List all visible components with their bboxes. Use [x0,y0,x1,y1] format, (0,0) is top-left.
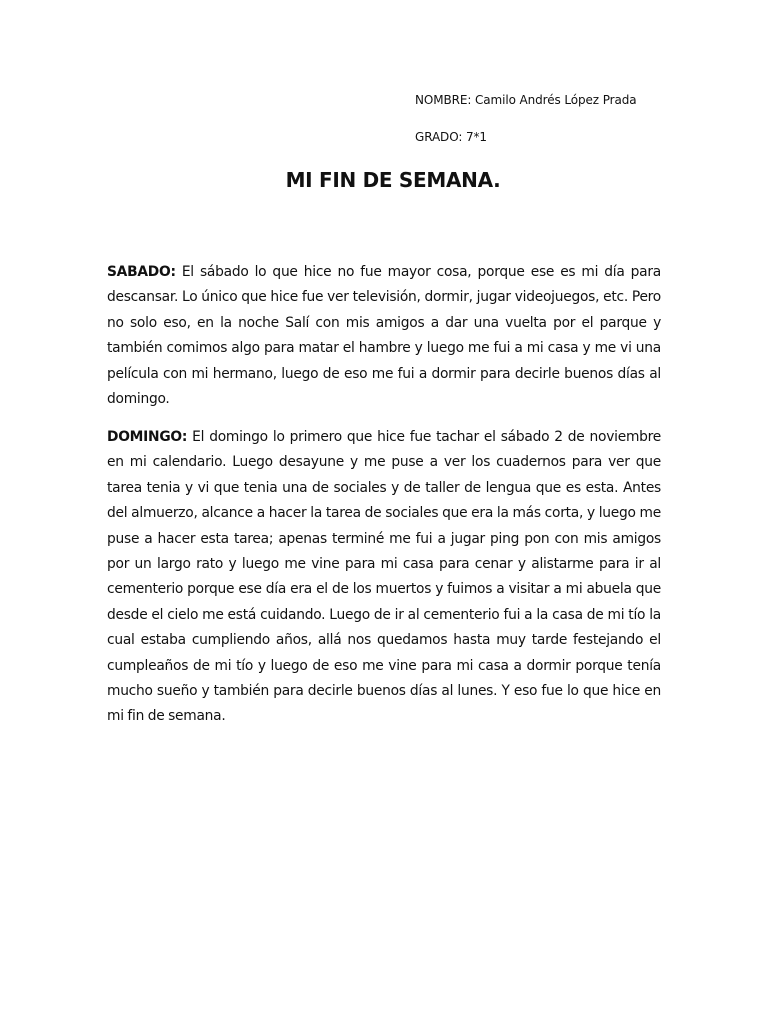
paragraph-body-sunday: El domingo lo primero que hice fue tachar el sábado 2 de noviembre en mi calendario. Luego desayune y me puse a ver los cuadernos para ver que tarea tenia y vi que tenia una de sociales y de taller de lengua que es esta. Antes del almuerzo, alcance a hacer la tarea de sociales que era la más corta, y luego me puse a hacer esta tarea; apenas terminé me fui a jugar ping pon con mis amigos por un largo rato y luego me vine para mi casa para cenar y alistarme para ir al cementerio porque ese día era el de los muertos y fuimos a visitar a mi abuela que desde el cielo me está cuidando. Luego de ir al cementerio fui a la casa de mi tío la cual estaba cumpliendo años, allá nos quedamos hasta muy tarde festejando el cumpleaños de mi tío y luego de eso me vine para mi casa a dormir porque tenía mucho sueño y también para decirle buenos días al lunes. Y eso fue lo que hice en mi fin de semana. [107,429,661,725]
grade-line: GRADO: 7*1 [415,130,487,144]
paragraph-lead-sunday: DOMINGO: [107,429,188,445]
paragraph-lead-saturday: SABADO: [107,264,176,280]
paragraph-sunday [107,425,661,730]
student-name-line: NOMBRE: Camilo Andrés López Prada [415,93,637,107]
document-title: MI FIN DE SEMANA. [285,168,501,192]
paragraph-saturday [107,260,661,412]
paragraph-body-saturday: El sábado lo que hice no fue mayor cosa, porque ese es mi día para descansar. Lo único que hice fue ver televisión, dormir, jugar videojuegos, etc. Pero no solo eso, en la noche Salí con mis amigos a dar una vuelta por el parque y también comimos algo para matar el hambre y luego me fui a mi casa y me vi una película con mi hermano, luego de eso me fui a dormir para decirle buenos días al domingo. [107,264,661,408]
